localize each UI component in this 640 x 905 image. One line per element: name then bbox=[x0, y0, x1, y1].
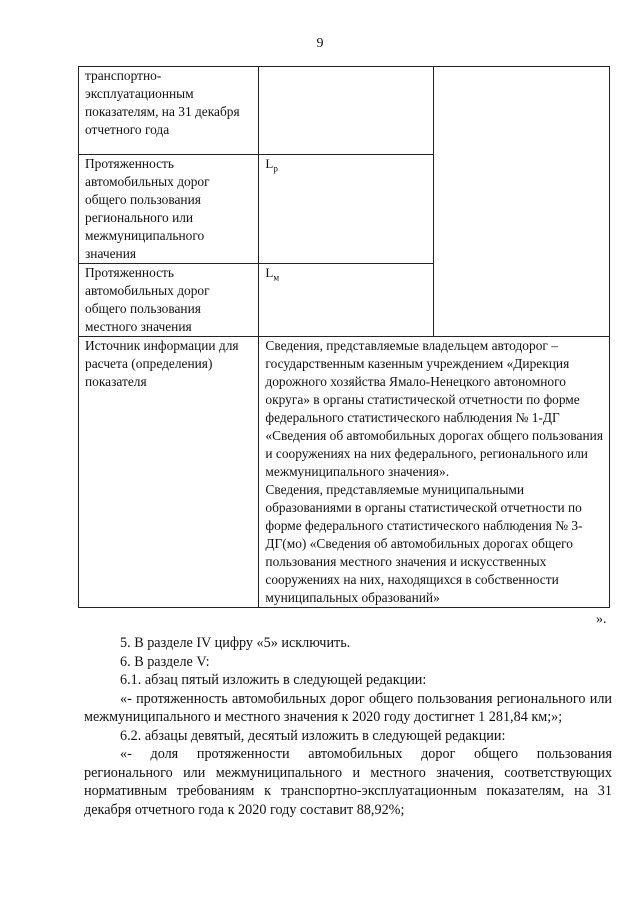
table-row bbox=[79, 337, 610, 608]
source-paragraph-2: Сведения, представляемые муниципальными образованиями в органы статистической отчетности по форме федерального статистического наблюдения № 3-ДГ(мо) «Сведения об автомобильных дорогах общего пользования местного значения и искусственных сооружениях на них, находящихся в собственности муниципальных образований» bbox=[265, 482, 583, 605]
row2-symbol bbox=[259, 155, 433, 264]
paragraph-6-2-text: «- доля протяженности автомобильных дорог общего пользования регионального или межмуниципального и местного значения, соответствующих нормативным требованиям к транспортно-эксплуатационным показателям, на 31 декабря отчетного года к 2020 году составит 88,92%; bbox=[84, 746, 612, 818]
row2-label: Протяженность автомобильных дорог общего пользования регионального или межмуниципального значения bbox=[79, 155, 259, 264]
row3-label: Протяженность автомобильных дорог общего пользования местного значения bbox=[79, 264, 259, 337]
source-paragraph-1: Сведения, представляемые владельцем автодорог – государственным казенным учреждением «Дирекция дорожного хозяйства Ямало-Ненецкого автономного округа» в органы статистической отчетности по форме федерального статистического наблюдения № 1-ДГ «Сведения об автомобильных дорогах общего пользования и сооружениях на них федерального, регионального или межмуниципального значения». bbox=[265, 338, 603, 479]
paragraph-6-2: 6.2. абзацы девятый, десятый изложить в следующей редакции: bbox=[120, 727, 506, 744]
body-text bbox=[84, 634, 612, 819]
row4-label: Источник информации для расчета (определения) показателя bbox=[79, 337, 259, 608]
row1-label: транспортно-эксплуатационным показателям, на 31 декабря отчетного года bbox=[79, 67, 259, 155]
row1-symbol bbox=[259, 67, 433, 155]
table-row bbox=[79, 67, 610, 155]
row2-symbol-sub: р bbox=[273, 163, 278, 174]
row2-symbol-base: L bbox=[265, 156, 274, 171]
paragraph-6-1: 6.1. абзац пятый изложить в следующей редакции: bbox=[120, 672, 427, 688]
row4-source bbox=[259, 337, 610, 608]
closing-quote-mark: ». bbox=[596, 612, 607, 627]
paragraph-section-v: 6. В разделе V: bbox=[120, 653, 210, 670]
page-number: 9 bbox=[316, 36, 324, 51]
indicator-table bbox=[78, 66, 610, 608]
paragraph-section-iv: 5. В разделе IV цифру «5» исключить. bbox=[120, 635, 351, 651]
row3-symbol-base: L bbox=[265, 265, 274, 280]
merged-empty-cell bbox=[433, 67, 609, 337]
row3-symbol-sub: м bbox=[273, 272, 280, 283]
paragraph-6-1-text: «- протяженность автомобильных дорог общего пользования регионального или межмуниципального и местного значения к 2020 году достигнет 1 281,84 км;»; bbox=[84, 690, 612, 725]
row3-symbol bbox=[259, 264, 433, 337]
